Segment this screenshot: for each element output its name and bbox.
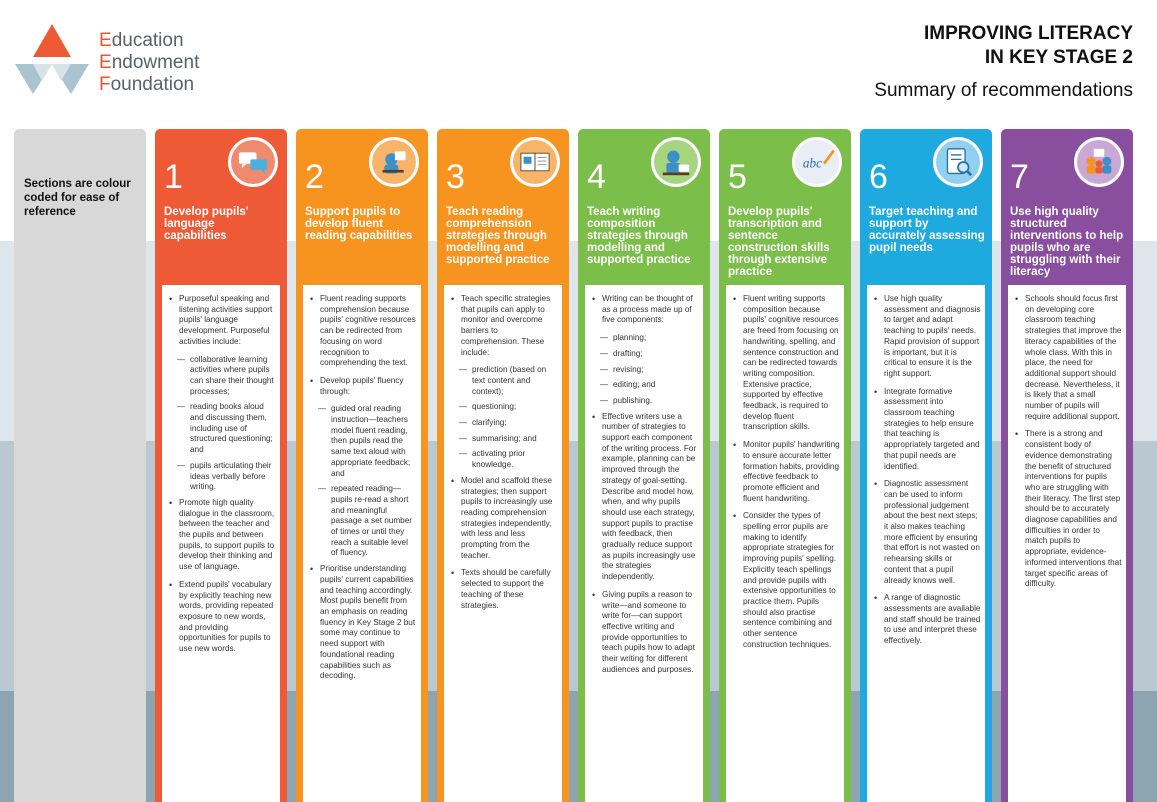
list-item: • Extend pupils' vocabulary by explicitly teaching new words, providing repeated exposure to new words, and providing opportunities for pupils to use new words. xyxy=(166,580,276,655)
recommendation-number: 1 xyxy=(164,158,183,196)
brand-word-1: ducation xyxy=(111,30,184,51)
recommendation-heading: Support pupils to develop fluent reading capabilities xyxy=(305,206,413,242)
recommendation-heading: Use high quality structured interventions to help pupils who are struggling with their literacy xyxy=(1010,206,1124,278)
list-item: • Teach specific strategies that pupils can apply to monitor and overcome barriers to comprehension. These include: xyxy=(448,294,558,358)
svg-text:abc: abc xyxy=(802,155,822,171)
recommendation-list xyxy=(303,285,421,682)
sub-list-item: — drafting; xyxy=(589,349,699,360)
list-item: • Fluent reading supports comprehension because pupils' cognitive resources can be redirected from focusing on word recognition to comprehending the text. xyxy=(307,294,417,369)
recommendation-list xyxy=(1008,285,1126,590)
recommendation-body xyxy=(1008,285,1126,802)
sub-list-item: — summarising; and xyxy=(448,434,558,445)
sub-list-item: — publishing. xyxy=(589,396,699,407)
recommendation-list xyxy=(444,285,562,611)
eef-logo-icon xyxy=(15,24,89,96)
page-subtitle: Summary of recommendations xyxy=(874,80,1133,101)
sub-list-item: — clarifying; xyxy=(448,418,558,429)
recommendation-7 xyxy=(1001,129,1133,802)
sub-list-item: — pupils articulating their ideas verbally before writing. xyxy=(166,461,276,493)
page-title xyxy=(874,22,1133,104)
sub-list-item: — collaborative learning activities where pupils can share their thought processes; xyxy=(166,355,276,398)
recommendation-body xyxy=(303,285,421,802)
title-line-2: IN KEY STAGE 2 xyxy=(984,47,1133,68)
list-item: • Fluent writing supports composition because pupils' cognitive resources are freed from focusing on handwriting, spelling, and sentence construction and can be redirected towards writing composition. Extensive practice, supported by effective feedback, is required to develop fluent transcription skills. xyxy=(730,294,840,433)
clipboard-magnifier-icon xyxy=(933,137,983,187)
recommendation-number: 2 xyxy=(305,158,324,196)
list-item: • Giving pupils a reason to write—and someone to write for—can support effective writing and provide opportunities to teach pupils how to adapt their writing for different audiences and purposes. xyxy=(589,590,699,676)
list-item: • Prioritise understanding pupils' current capabilities and teaching accordingly. Most pupils benefit from an emphasis on reading fluency in Key Stage 2 but some may continue to need support with foundational reading capabilities such as decoding. xyxy=(307,564,417,682)
recommendation-number: 3 xyxy=(446,158,465,196)
sub-list-item: — guided oral reading instruction—teachers model fluent reading, then pupils read the same text aloud with appropriate feedback; and xyxy=(307,404,417,479)
list-item: • Diagnostic assessment can be used to inform professional judgement about the best next steps; it also makes teaching more efficient by ensuring that effort is not wasted on rehearsing skills or content that a pupil already knows well. xyxy=(871,479,981,586)
speech-bubbles-icon xyxy=(228,137,278,187)
recommendation-6 xyxy=(860,129,992,802)
list-item: • Monitor pupils' handwriting to ensure accurate letter formation habits, providing effective feedback to promote efficient and fluent handwriting. xyxy=(730,440,840,504)
sub-list-item: — reading books aloud and discussing them, including use of structured questioning; and xyxy=(166,402,276,456)
list-item: • Integrate formative assessment into classroom teaching strategies to help ensure that teaching is appropriately targeted and that pupil needs are identified. xyxy=(871,387,981,473)
recommendation-4 xyxy=(578,129,710,802)
recommendation-heading: Teach reading comprehension strategies through modelling and supported practice xyxy=(446,206,550,266)
recommendation-5 xyxy=(719,129,851,802)
recommendation-number: 6 xyxy=(869,158,888,196)
recommendation-heading: Develop pupils' language capabilities xyxy=(164,206,249,242)
reference-note: Sections are colour coded for ease of reference xyxy=(24,178,131,218)
sub-list-item: — repeated reading—pupils re-read a short and meaningful passage a set number of times or until they reach a suitable level of fluency. xyxy=(307,484,417,559)
title-line-1: IMPROVING LITERACY xyxy=(923,23,1133,44)
open-book-icon xyxy=(510,137,560,187)
sub-list-item: — prediction (based on text content and context); xyxy=(448,365,558,397)
writer-icon xyxy=(651,137,701,187)
recommendation-heading: Develop pupils' transcription and sentence construction skills through extensive practice xyxy=(728,206,830,278)
reference-column xyxy=(14,129,146,802)
list-item: • Promote high quality dialogue in the classroom, between the teacher and the pupils and between pupils, to support pupils to develop their thinking and use of language. xyxy=(166,498,276,573)
list-item: • Texts should be carefully selected to support the teaching of these strategies. xyxy=(448,568,558,611)
recommendation-body xyxy=(867,285,985,802)
recommendation-body xyxy=(162,285,280,802)
recommendation-body xyxy=(726,285,844,802)
sub-list-item: — questioning; xyxy=(448,402,558,413)
brand-initial-3: F xyxy=(99,74,111,95)
recommendation-heading: Teach writing composition strategies through modelling and supported practice xyxy=(587,206,691,266)
recommendation-3 xyxy=(437,129,569,802)
recommendation-number: 7 xyxy=(1010,158,1029,196)
sub-list-item: — activating prior knowledge. xyxy=(448,449,558,470)
list-item: • Writing can be thought of as a process made up of five components: xyxy=(589,294,699,326)
list-item: • There is a strong and consistent body of evidence demonstrating the benefit of structured interventions for pupils who are struggling with their literacy. The first step should be to accurately diagnose capabilities and difficulties in order to match pupils to appropriate, evidence-informed interventions that target specific areas of difficulty. xyxy=(1012,429,1122,590)
list-item: • Schools should focus first on developing core classroom teaching strategies that improve the literacy capabilities of the whole class. With this in place, the need for additional support should decrease. Nevertheless, it is likely that a small number of pupils will require additional support. xyxy=(1012,294,1122,422)
sub-list-item: — editing; and xyxy=(589,380,699,391)
list-item: • Use high quality assessment and diagnosis to target and adapt teaching to pupils' needs. Rapid provision of support is important, but it is critical to ensure it is the right support. xyxy=(871,294,981,380)
list-item: • A range of diagnostic assessments are available and staff should be trained to use and interpret these effectively. xyxy=(871,593,981,647)
brand-name xyxy=(99,30,199,96)
recommendation-heading: Target teaching and support by accurately assessing pupil needs xyxy=(869,206,985,254)
reader-icon xyxy=(369,137,419,187)
recommendation-list xyxy=(867,285,985,647)
recommendation-body xyxy=(444,285,562,802)
recommendation-list xyxy=(162,285,280,655)
recommendation-body xyxy=(585,285,703,802)
sub-list-item: — revising; xyxy=(589,365,699,376)
recommendation-list xyxy=(726,285,844,651)
list-item: • Consider the types of spelling error pupils are making to identify appropriate strategies for improving pupils' spelling. Explicitly teach spellings and provide pupils with extensive opportunities to practice them. Pupils should also practise sentence combining and other sentence construction techniques. xyxy=(730,511,840,650)
brand-word-2: ndowment xyxy=(111,52,200,73)
list-item: • Develop pupils' fluency through: xyxy=(307,376,417,397)
recommendation-number: 5 xyxy=(728,158,747,196)
brand-word-3: oundation xyxy=(110,74,195,95)
recommendation-number: 4 xyxy=(587,158,606,196)
abc-pen-icon xyxy=(792,137,842,187)
list-item: • Purposeful speaking and listening activities support pupils' language development. Purposeful activities include: xyxy=(166,294,276,348)
brand-initial-1: E xyxy=(99,30,112,51)
group-icon xyxy=(1074,137,1124,187)
recommendation-2 xyxy=(296,129,428,802)
recommendation-list xyxy=(585,285,703,676)
list-item: • Effective writers use a number of strategies to support each component of the writing process. For example, planning can be improved through the strategy of goal-setting. Describe and model how, when, and why pupils should use each strategy, support pupils to practise with feedback, then gradually reduce support as pupils increasingly use the strategies independently. xyxy=(589,412,699,583)
brand-initial-2: E xyxy=(99,52,112,73)
list-item: • Model and scaffold these strategies; then support pupils to increasingly use reading comprehension strategies independently, with less and less prompting from the teacher. xyxy=(448,476,558,562)
sub-list-item: — planning; xyxy=(589,333,699,344)
recommendation-1 xyxy=(155,129,287,802)
